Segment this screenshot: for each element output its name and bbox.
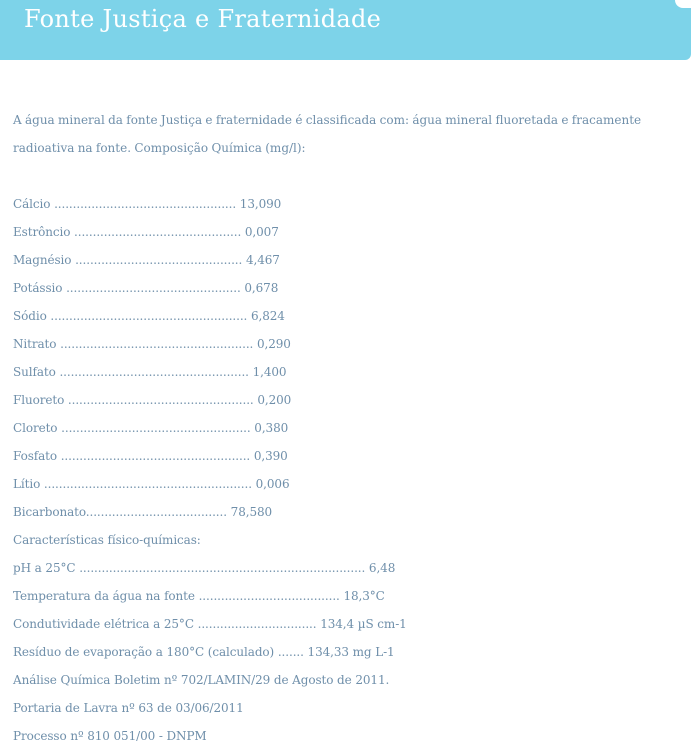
intro-paragraph: A água mineral da fonte Justiça e fraternidade é classificada com: água mineral fluoretada e fracamente radioativa na fonte. Composição Química (mg/l): bbox=[13, 113, 642, 155]
footer-analysis-note: Análise Química Boletim nº 702/LAMIN/29 de Agosto de 2011. bbox=[13, 673, 390, 687]
main-content bbox=[13, 106, 681, 750]
composition-row-potassio: Potássio ............................................... 0,678 bbox=[13, 281, 279, 295]
composition-row-fosfato: Fosfato ................................................... 0,390 bbox=[13, 449, 288, 463]
physchem-row-ph: pH a 25°C ............................................................................. 6,48 bbox=[13, 561, 396, 575]
composition-row-magnesio: Magnésio ............................................. 4,467 bbox=[13, 253, 280, 267]
physchem-row-residue: Resíduo de evaporação a 180°C (calculado) ....... 134,33 mg L-1 bbox=[13, 645, 395, 659]
composition-row-litio: Lítio ........................................................ 0,006 bbox=[13, 477, 290, 491]
page-header bbox=[0, 0, 691, 60]
composition-row-estroncio: Estrôncio ............................................. 0,007 bbox=[13, 225, 279, 239]
composition-row-fluoreto: Fluoreto .................................................. 0,200 bbox=[13, 393, 292, 407]
composition-row-sulfato: Sulfato ................................................... 1,400 bbox=[13, 365, 287, 379]
composition-list bbox=[13, 190, 681, 750]
physchem-row-conductivity: Condutividade elétrica a 25°C ................................ 134,4 µS cm-1 bbox=[13, 617, 407, 631]
composition-row-sodio: Sódio ..................................................... 6,824 bbox=[13, 309, 285, 323]
composition-row-bicarbonato: Bicarbonato...................................... 78,580 bbox=[13, 505, 273, 519]
composition-row-calcio: Cálcio ................................................. 13,090 bbox=[13, 197, 282, 211]
footer-portaria-note: Portaria de Lavra nº 63 de 03/06/2011 bbox=[13, 701, 244, 715]
composition-row-cloreto: Cloreto ................................................... 0,380 bbox=[13, 421, 289, 435]
page-title: Fonte Justiça e Fraternidade bbox=[24, 5, 382, 33]
physchem-row-temperature: Temperatura da água na fonte ...................................... 18,3°C bbox=[13, 589, 385, 603]
footer-processo-note: Processo nº 810 051/00 - DNPM bbox=[13, 729, 207, 743]
header-corner bbox=[675, 0, 691, 8]
physchem-heading: Características físico-químicas: bbox=[13, 533, 201, 547]
composition-row-nitrato: Nitrato .................................................... 0,290 bbox=[13, 337, 291, 351]
